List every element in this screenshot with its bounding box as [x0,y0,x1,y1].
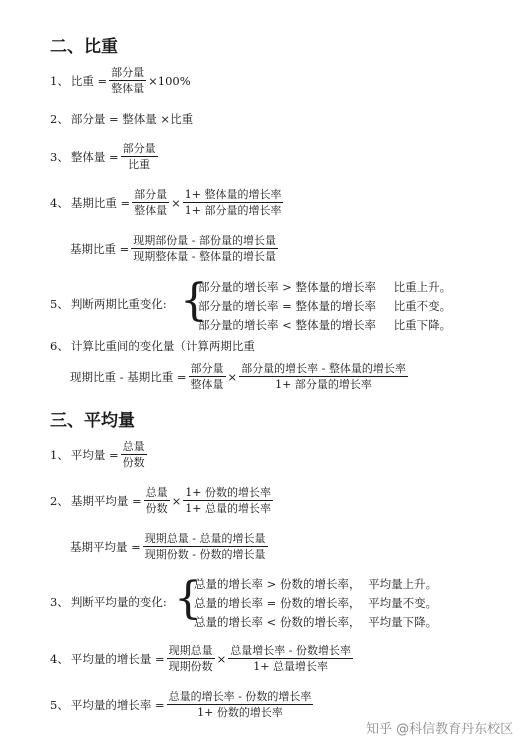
cond-op: > [282,280,292,294]
formula-ratio-change [70,362,408,391]
item-number: 2、 [50,493,69,508]
fraction [131,234,278,263]
numerator: 1+ 整体量的增长率 [184,188,282,201]
fraction [228,644,353,673]
fraction [183,188,284,217]
brace: { [174,573,202,624]
formula-average-growth-rate [50,690,313,719]
cond-result: 比重上升。 [393,280,452,294]
watermark-text: @科信教育丹东校区 [396,722,514,737]
formula-label: 判断平均量的变化: [70,595,167,609]
times-sign: × [216,651,227,666]
judge-ratio-change [50,297,167,311]
condition-line [194,615,437,629]
fraction [144,486,170,515]
item-number: 4、 [50,651,69,666]
numerator: 1+ 份数的增长率 [185,486,271,499]
cond-b: 整体量的增长率 [295,299,376,313]
cond-a: 总量的增长率 [194,596,263,610]
judge-average-change [50,595,167,609]
fraction [167,644,215,673]
denominator: 现期份数 - 份数的增长量 [144,548,266,561]
denominator: 份数 [122,456,145,469]
cond-a: 部分量的增长率 [198,280,279,294]
numerator: 部分量 [122,142,156,155]
cond-result: 平均量上升。 [368,577,438,591]
formula-base-ratio [50,188,283,217]
fraction [239,362,408,391]
denominator: 1+ 总量增长率 [253,660,328,673]
formula-label: 平均量的增长量 = [70,651,165,666]
fraction [143,532,268,561]
denominator: 整体量 [111,82,145,95]
fraction [121,440,147,469]
ratio-change-heading [50,339,255,353]
formula-text: 部分量 = 整体量 ×比重 [70,112,194,126]
cond-a: 总量的增长率 [194,615,263,629]
cond-a: 部分量的增长率 [198,299,279,313]
fraction [183,486,273,515]
item-number: 3、 [50,149,69,164]
formula-label: 基期比重 = [70,195,131,210]
item-number: 1、 [50,73,69,88]
formula-text: 计算比重间的变化量（计算两期比重 [70,339,255,353]
formula-label: 基期平均量 = [70,539,141,554]
denominator: 1+ 总量的增长率 [185,502,271,515]
numerator: 总量的增长率 - 份数的增长率 [168,690,312,703]
cond-b: 份数的增长率， [279,596,361,610]
times-sign: × [227,369,238,384]
condition-line [194,596,437,610]
times-sign: × [171,493,182,508]
numerator: 部分量 [190,362,224,375]
numerator: 部分量 [111,66,145,79]
cond-result: 平均量下降。 [368,615,438,629]
formula-average-increase [50,644,353,673]
brace: { [180,275,208,326]
cond-a: 总量的增长率 [194,577,263,591]
denominator: 现期份数 [168,660,213,673]
item-number: 4、 [50,195,69,210]
numerator: 总量增长率 - 份数增长率 [230,644,351,657]
formula-label: 判断两期比重变化: [70,297,167,311]
cond-op: = [282,299,292,313]
numerator: 总量 [122,440,145,453]
fraction [109,66,146,95]
cond-a: 部分量的增长率 [198,318,279,332]
formula-label: 基期平均量 = [70,493,142,508]
formula-whole [50,142,158,171]
denominator: 现期整体量 - 整体量的增长量 [133,250,277,263]
item-number: 5、 [50,697,69,712]
section-title-average: 三、平均量 [50,411,135,431]
cond-result: 比重不变。 [393,299,452,313]
fraction [132,188,169,217]
formula-part [50,112,193,126]
condition-line [194,577,437,591]
denominator: 份数 [145,502,168,515]
cond-b: 份数的增长率， [279,615,361,629]
formula-label: 基期比重 = [70,241,130,256]
condition-line [198,299,451,313]
formula-label: 整体量 = [70,149,119,164]
item-number: 1、 [50,447,69,462]
denominator: 整体量 [134,204,168,217]
cond-op: < [266,615,277,629]
denominator: 1+ 份数的增长率 [197,706,283,719]
formula-base-average-alt [70,532,268,561]
watermark-logo: 知乎 [366,722,393,737]
formula-suffix: ×100% [148,73,191,88]
cond-result: 平均量不变。 [368,596,438,610]
item-number: 2、 [50,112,69,126]
formula-ratio [50,66,191,95]
denominator: 1+ 部分量的增长率 [275,378,372,391]
formula-base-average [50,486,273,515]
cond-op: > [266,577,277,591]
condition-line [198,318,451,332]
item-number: 5、 [50,297,69,311]
item-number: 3、 [50,595,69,609]
cond-op: = [266,596,277,610]
fraction [121,142,158,171]
cond-b: 整体量的增长率 [295,280,376,294]
cond-b: 整体量的增长率 [295,318,376,332]
formula-label: 平均量 = [70,447,119,462]
numerator: 总量 [145,486,168,499]
section-title-ratio: 二、比重 [50,37,118,57]
cond-result: 比重下降。 [393,318,452,332]
denominator: 整体量 [190,378,224,391]
cond-op: < [282,318,292,332]
fraction [189,362,226,391]
formula-average [50,440,147,469]
numerator: 部分量的增长率 - 整体量的增长率 [241,362,406,375]
formula-label: 现期比重 - 基期比重 = [70,369,187,384]
condition-line [198,280,451,294]
watermark [366,718,513,737]
numerator: 现期总量 [168,644,213,657]
numerator: 现期部份量 - 部份量的增长量 [133,234,277,247]
formula-label: 平均量的增长率 = [70,697,165,712]
cond-b: 份数的增长率， [279,577,361,591]
denominator: 1+ 部分量的增长率 [184,204,282,217]
numerator: 部分量 [134,188,168,201]
times-sign: × [171,195,181,210]
fraction [167,690,314,719]
numerator: 现期总量 - 总量的增长量 [144,532,266,545]
item-number: 6、 [50,339,69,353]
formula-label: 比重 = [70,73,108,88]
formula-base-ratio-alt [70,234,278,263]
denominator: 比重 [128,158,151,171]
